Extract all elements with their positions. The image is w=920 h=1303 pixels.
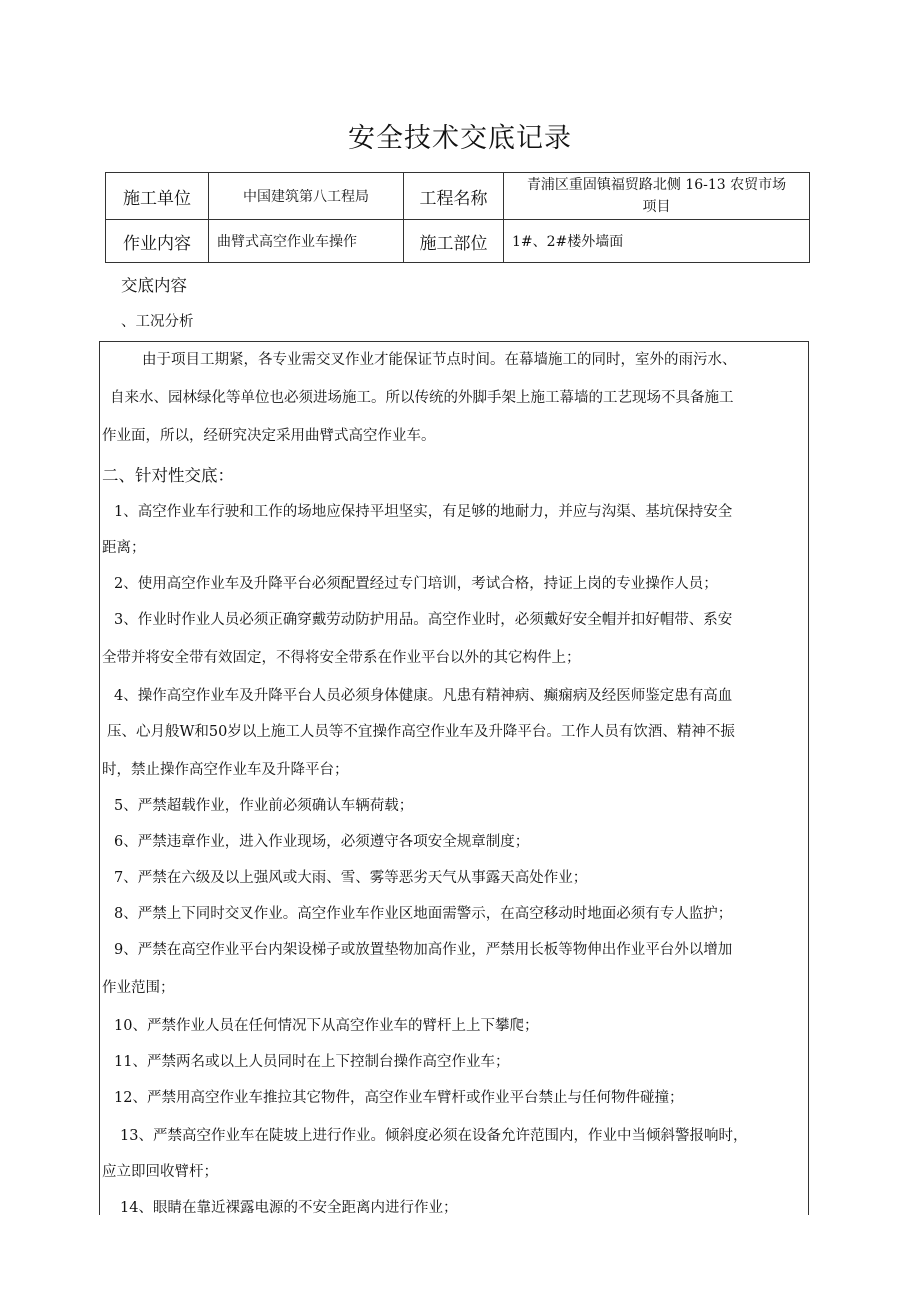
content-line: 5、严禁超载作业，作业前必须确认车辆荷载； — [114, 798, 414, 814]
work-content-value: 曲臂式高空作业车操作 — [209, 220, 404, 263]
project-name-line-1: 青浦区重固镇福贸路北侧 16-13 农贸市场 — [526, 177, 787, 193]
work-location-label: 施工部位 — [404, 220, 504, 263]
work-location-value: 1#、2#楼外墙面 — [504, 220, 810, 263]
content-line: 压、心月般W和50岁以上施工人员等不宜操作高空作业车及升降平台。工作人员有饮酒、精神不振 — [107, 724, 735, 740]
content-line: 9、严禁在高空作业平台内架设梯子或放置垫物加高作业，严禁用长板等物伸出作业平台外以增加 — [114, 942, 733, 958]
project-name-line-2: 项目 — [642, 199, 671, 215]
project-name-value — [504, 173, 810, 220]
content-line: 13、严禁高空作业车在陡坡上进行作业。倾斜度必须在设备允许范围内，作业中当倾斜警报响时， — [120, 1128, 748, 1144]
content-line: 2、使用高空作业车及升降平台必须配置经过专门培训，考试合格，持证上岗的专业操作人员； — [114, 576, 718, 592]
content-line: 自来水、园林绿化等单位也必须进场施工。所以传统的外脚手架上施工幕墙的工艺现场不具备施工 — [110, 390, 734, 406]
content-line: 1、高空作业车行驶和工作的场地应保持平坦坚实，有足够的地耐力，并应与沟渠、基坑保持安全 — [114, 504, 733, 520]
section-subheading: 、工况分析 — [121, 314, 194, 330]
content-line: 应立即回收臂杆； — [102, 1164, 218, 1180]
content-line: 8、严禁上下同时交叉作业。高空作业车作业区地面需警示，在高空移动时地面必须有专人监护； — [114, 906, 733, 922]
content-line: 4、操作高空作业车及升降平台人员必须身体健康。凡患有精神病、癫痫病及经医师鉴定患有高血 — [114, 688, 733, 704]
content-line: 12、严禁用高空作业车推拉其它物件，高空作业车臂杆或作业平台禁止与任何物件碰撞； — [114, 1090, 684, 1106]
content-line: 作业面，所以，经研究决定采用曲臂式高空作业车。 — [102, 428, 436, 444]
content-line: 3、作业时作业人员必须正确穿戴劳动防护用品。高空作业时，必须戴好安全帽并扣好帽带、系安 — [114, 612, 733, 628]
document-title: 安全技术交底记录 — [348, 123, 572, 154]
content-heading: 二、针对性交底： — [102, 466, 234, 485]
work-content-label: 作业内容 — [106, 220, 209, 263]
project-name-label: 工程名称 — [404, 173, 504, 220]
content-line: 6、严禁违章作业，进入作业现场，必须遵守各项安全规章制度； — [114, 834, 530, 850]
content-line: 10、严禁作业人员在任何情况下从高空作业车的臂杆上上下攀爬； — [114, 1018, 539, 1034]
info-row-1 — [106, 173, 810, 220]
content-line: 作业范围； — [102, 980, 175, 996]
content-line: 全带并将安全带有效固定，不得将安全带系在作业平台以外的其它构件上； — [102, 650, 581, 666]
content-line: 时，禁止操作高空作业车及升降平台； — [102, 762, 349, 778]
section-heading: 交底内容 — [121, 276, 187, 295]
content-line: 距离； — [102, 540, 146, 556]
content-line: 由于项目工期紧，各专业需交叉作业才能保证节点时间。在幕墙施工的同时，室外的雨污水、 — [142, 352, 737, 368]
content-box — [99, 341, 809, 1215]
info-row-2 — [106, 220, 810, 263]
content-line: 7、严禁在六级及以上强风或大雨、雪、雾等恶劣天气从事露天高处作业； — [114, 870, 588, 886]
content-line: 11、严禁两名或以上人员同时在上下控制台操作高空作业车； — [114, 1054, 510, 1070]
project-info-table — [105, 172, 810, 263]
construction-unit-label: 施工单位 — [106, 173, 209, 220]
content-line: 14、眼睛在靠近裸露电源的不安全距离内进行作业； — [120, 1200, 458, 1216]
construction-unit-value: 中国建筑第八工程局 — [209, 173, 404, 220]
